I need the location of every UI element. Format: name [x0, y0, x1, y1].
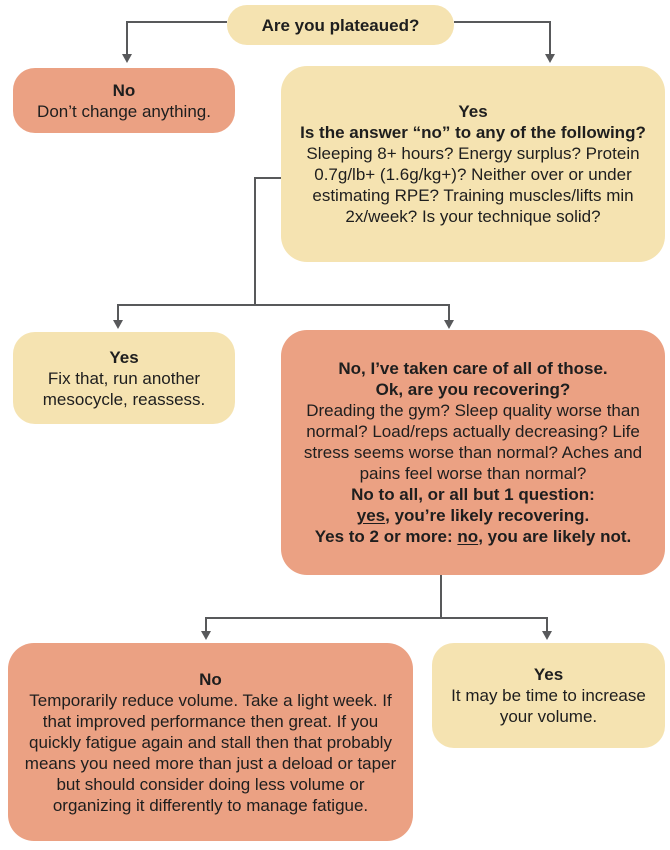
node-yes-checklist	[281, 66, 665, 262]
connector-recovering-drop	[440, 575, 442, 619]
node-are-you-recovering	[281, 330, 665, 575]
connector-root-to-yes-drop	[549, 21, 551, 55]
node-title: Yes	[533, 665, 564, 684]
node-title: No	[112, 80, 136, 100]
node-no-dont-change	[13, 68, 235, 133]
connector-checklist-stub	[255, 177, 281, 179]
node-title: Are you plateaued?	[261, 15, 420, 35]
node-subtitle: Is the answer “no” to any of the following?	[300, 123, 646, 142]
node-body: Fix that, run another mesocycle, reassess.	[42, 368, 206, 409]
verdict-line	[293, 484, 653, 505]
arrowhead-down-icon	[542, 631, 552, 640]
verdict-underlined: no	[457, 527, 479, 546]
connector-checklist-branch	[118, 304, 450, 306]
node-body: Don’t change anything.	[37, 101, 211, 121]
verdict-underlined: yes	[356, 506, 386, 525]
connector-to-increase-drop	[546, 617, 548, 632]
node-body: Dreading the gym? Sleep quality worse than normal? Load/reps actually decreasing? Life stress seems worse than normal? Aches and pains feel worse than normal?	[303, 401, 643, 483]
node-no-reduce-volume	[8, 643, 413, 841]
node-yes-increase-volume	[432, 643, 665, 748]
connector-to-fix-that-drop	[117, 304, 119, 321]
node-title: No	[199, 669, 222, 689]
node-title: Yes	[109, 347, 139, 367]
verdict-text: , you’re likely recovering.	[385, 506, 590, 525]
verdict-text: , you are likely not.	[478, 527, 632, 546]
connector-to-reduce-drop	[205, 617, 207, 632]
verdict-line	[293, 526, 653, 547]
recovering-verdict	[293, 484, 653, 547]
arrowhead-down-icon	[444, 320, 454, 329]
verdict-text: No to all, or all but 1 question:	[351, 485, 595, 504]
arrowhead-down-icon	[113, 320, 123, 329]
node-title-line: No, I’ve taken care of all of those.	[338, 359, 608, 378]
node-title: Yes	[458, 102, 488, 121]
node-body: Temporarily reduce volume. Take a light week. If that improved performance then great. If you quickly fatigue again and stall then that probably means you need more than just a deload or taper but should consider doing less volume or organizing it differently to manage fatigue.	[24, 690, 397, 815]
verdict-line	[293, 505, 653, 526]
connector-to-recovering-drop	[448, 304, 450, 321]
connector-root-to-no-drop	[126, 21, 128, 55]
verdict-text: Yes to 2 or more:	[314, 527, 458, 546]
node-title-line: Ok, are you recovering?	[375, 380, 571, 399]
node-body: It may be time to increase your volume.	[451, 686, 646, 726]
arrowhead-down-icon	[545, 54, 555, 63]
arrowhead-down-icon	[201, 631, 211, 640]
connector-recovering-branch	[206, 617, 548, 619]
node-yes-fix-that	[13, 332, 235, 424]
connector-checklist-drop	[254, 177, 256, 306]
connector-root-to-no	[127, 21, 227, 23]
connector-root-to-yes	[454, 21, 551, 23]
node-are-you-plateaued	[227, 5, 454, 45]
node-body: Sleeping 8+ hours? Energy surplus? Protein 0.7g/lb+ (1.6g/kg+)? Neither over or under estimating RPE? Training muscles/lifts min 2x/week? Is your technique solid?	[306, 144, 640, 226]
arrowhead-down-icon	[122, 54, 132, 63]
